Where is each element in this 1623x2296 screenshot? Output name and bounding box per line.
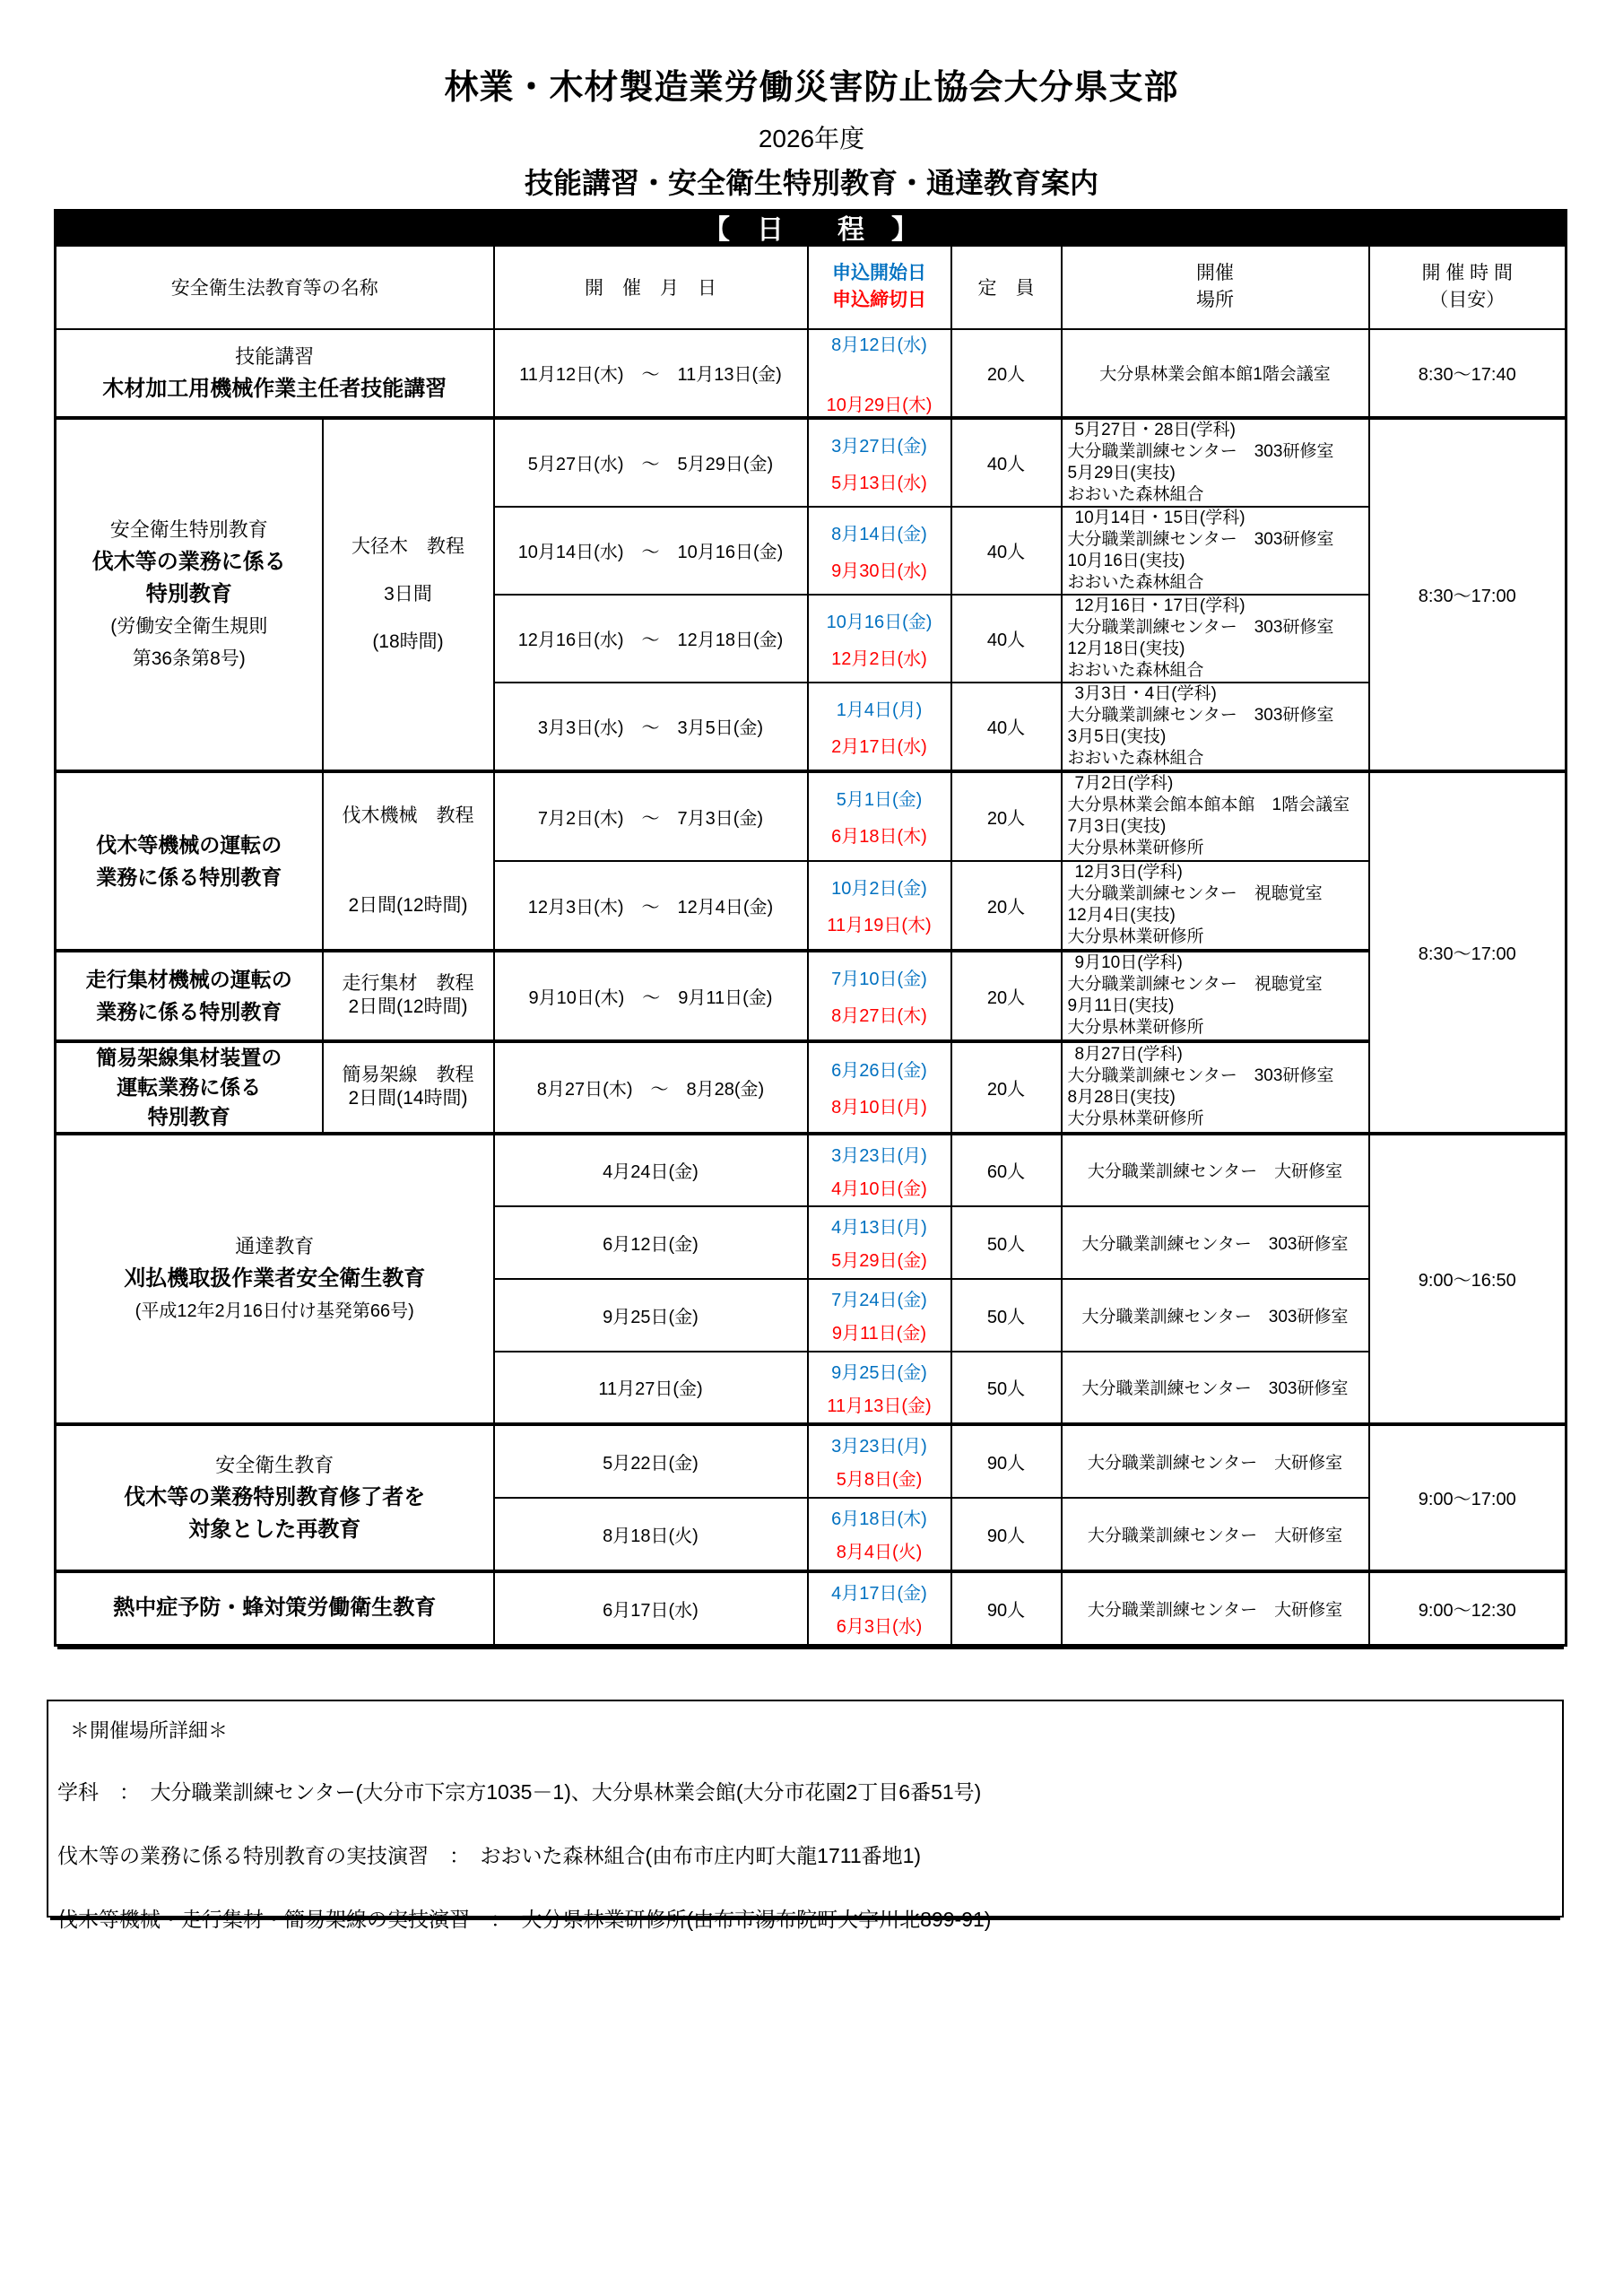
header-venue-line2: 場所 (1196, 290, 1234, 311)
g6-r3-apply-cell (808, 1279, 951, 1352)
venue-line: 7月3日(実技) (1067, 817, 1167, 836)
venue-line: 8月27日(学科) (1074, 1045, 1183, 1064)
fiscal-year: 2026年度 (758, 125, 865, 152)
g8-date-cell: 6月17日(水) (494, 1571, 808, 1646)
venue-line: 10月16日(実技) (1067, 551, 1185, 570)
row-g5 (56, 1041, 1567, 1134)
g7-r1-venue-cell: 大分職業訓練センター 大研修室 (1062, 1424, 1369, 1498)
venue-line: 12月16日・17日(学科) (1074, 596, 1245, 615)
g7-r2-venue-cell: 大分職業訓練センター 大研修室 (1062, 1498, 1369, 1571)
venue-line: おおいた森林組合 (1067, 660, 1204, 680)
g2-r2-apply-cell (808, 507, 951, 595)
page-title: 林業・木材製造業労働災害防止協会大分県支部 (444, 69, 1179, 107)
g1-apply-start: 8月12日(水) (831, 335, 927, 355)
g2-r2-date-cell: 10月14日(水) ～ 10月16日(金) (494, 507, 808, 595)
g1-capacity-cell: 20人 (951, 329, 1062, 418)
g8-capacity-cell: 90人 (951, 1571, 1062, 1646)
g7-r1-capacity-cell: 90人 (951, 1424, 1062, 1498)
venue-line: 12月3日(学科) (1074, 863, 1183, 882)
row-g4 (56, 951, 1567, 1041)
venue-line: 3月5日(実技) (1067, 726, 1167, 746)
g4-course-line1: 走行集材 教程 (342, 973, 474, 994)
g2-r4-apply-start: 1月4日(月) (836, 700, 923, 720)
g6-r2-capacity-cell: 50人 (951, 1206, 1062, 1279)
g3-course-line2: 2日間(12時間) (348, 894, 468, 916)
g7-r1-apply-start: 3月23日(月) (831, 1437, 927, 1457)
g7-r2-date-cell: 8月18日(火) (494, 1498, 808, 1571)
g6-r1-capacity-cell: 60人 (951, 1134, 1062, 1206)
venue-line: 8月28日(実技) (1067, 1088, 1176, 1107)
g5-capacity-cell: 20人 (951, 1041, 1062, 1134)
g4-name-cell (56, 951, 323, 1041)
venue-line: 大分職業訓練センター 視聴覚室 (1067, 975, 1323, 994)
g6-r1-apply-start: 3月23日(月) (831, 1145, 927, 1166)
venue-line: 大分県林業会館本館本館 1階会議室 (1067, 796, 1350, 814)
g3-course-line1: 伐木機械 教程 (342, 804, 474, 826)
g4-course-cell (323, 951, 494, 1041)
g2-r4-date-cell: 3月3日(水) ～ 3月5日(金) (494, 683, 808, 771)
g7-r1-date-cell: 5月22日(金) (494, 1424, 808, 1498)
venue-line: 大分県林業研修所 (1067, 927, 1204, 946)
g2-r3-date-cell: 12月16日(水) ～ 12月18日(金) (494, 595, 808, 683)
g2-r4-capacity-cell: 40人 (951, 683, 1062, 771)
g7-name-line1: 安全衛生教育 (215, 1453, 334, 1476)
venue-line: 9月10日(学科) (1074, 953, 1183, 972)
g2-r1-venue-cell (1062, 418, 1369, 507)
g3-r2-date-cell: 12月3日(木) ～ 12月4日(金) (494, 861, 808, 951)
venue-line: おおいた森林組合 (1067, 572, 1204, 592)
g2-r4-apply-cell (808, 683, 951, 771)
table-header-row (56, 246, 1567, 329)
g3-name-line2: 業務に係る特別教育 (96, 865, 282, 889)
g7-r2-apply-deadline: 8月4日(火) (836, 1543, 923, 1562)
venue-details-line-batsuboku: 伐木等の業務に係る特別教育の実技演習 ： おおいた森林組合(由布市庄内町大龍1711番地1) (57, 1844, 922, 1867)
g7-name-line3: 対象とした再教育 (188, 1517, 361, 1542)
venue-line: 3月3日・4日(学科) (1074, 683, 1217, 703)
g3-r2-capacity-cell: 20人 (951, 861, 1062, 951)
g7-time-cell: 9:00～17:00 (1369, 1424, 1567, 1571)
g3-g5-time-cell: 8:30～17:00 (1369, 771, 1567, 1134)
g3-r1-date-cell: 7月2日(木) ～ 7月3日(金) (494, 771, 808, 861)
g2-r1-capacity-cell: 40人 (951, 418, 1062, 507)
g5-venue-cell (1062, 1041, 1369, 1134)
g1-apply-cell (808, 329, 951, 418)
g1-apply-deadline: 10月29日(木) (826, 395, 933, 415)
g3-r2-apply-start: 10月2日(金) (831, 879, 927, 899)
g8-name-line1: 熱中症予防・蜂対策労働衛生教育 (113, 1596, 437, 1621)
g6-time-cell: 9:00～16:50 (1369, 1134, 1567, 1424)
g6-r4-venue-cell: 大分職業訓練センター 303研修室 (1062, 1352, 1369, 1424)
g2-r3-apply-start: 10月16日(金) (826, 612, 933, 632)
g2-r1-apply-cell (808, 418, 951, 507)
row-g8 (56, 1571, 1567, 1646)
g2-r1-apply-start: 3月27日(金) (831, 436, 927, 457)
g4-capacity-cell: 20人 (951, 951, 1062, 1041)
g2-r2-apply-start: 8月14日(金) (831, 524, 927, 544)
g5-apply-start: 6月26日(金) (831, 1061, 927, 1081)
venue-line: 12月4日(実技) (1067, 906, 1176, 925)
venue-line: 大分職業訓練センター 303研修室 (1067, 705, 1334, 725)
header-venue-line1: 開催 (1196, 263, 1234, 284)
g4-name-line1: 走行集材機械の運転の (85, 968, 292, 991)
g2-r1-apply-deadline: 5月13日(水) (831, 473, 927, 493)
g2-name-line2: 伐木等の業務に係る (91, 549, 286, 574)
g6-name-cell (56, 1134, 494, 1424)
g2-course-line1: 大径木 教程 (352, 535, 464, 557)
header-time-line2: （目安） (1429, 290, 1506, 311)
g3-r1-capacity-cell: 20人 (951, 771, 1062, 861)
g8-apply-deadline: 6月3日(水) (836, 1617, 923, 1638)
g4-apply-deadline: 8月27日(木) (831, 1006, 927, 1026)
g4-venue-cell (1062, 951, 1369, 1041)
g2-r2-capacity-cell: 40人 (951, 507, 1062, 595)
g2-r2-venue-cell (1062, 507, 1369, 595)
g1-venue-cell: 大分県林業会館本館1階会議室 (1062, 329, 1369, 418)
g2-r3-venue-cell (1062, 595, 1369, 683)
g3-r1-venue-cell (1062, 771, 1369, 861)
g2-name-line3: 特別教育 (145, 581, 232, 606)
g7-r2-apply-cell (808, 1498, 951, 1571)
venue-line: 大分職業訓練センター 視聴覚室 (1067, 884, 1323, 903)
row-g2-r1 (56, 418, 1567, 507)
venue-details-line-gakka: 学科 ： 大分職業訓練センター(大分市下宗方1035－1)、大分県林業会館(大分市花園2丁目6番51号) (57, 1780, 982, 1804)
venue-line: 5月29日(実技) (1067, 463, 1176, 483)
venue-line: 大分県林業研修所 (1067, 839, 1204, 857)
venue-line: 5月27日・28日(学科) (1074, 420, 1236, 439)
g2-course-cell (323, 418, 494, 771)
g6-r2-venue-cell: 大分職業訓練センター 303研修室 (1062, 1206, 1369, 1279)
g5-date-cell: 8月27日(木) ～ 8月28(金) (494, 1041, 808, 1134)
venue-details-title: ＊開催場所詳細＊ (70, 1719, 229, 1742)
venue-line: 大分職業訓練センター 303研修室 (1067, 529, 1334, 549)
g7-name-cell (56, 1424, 494, 1571)
g4-apply-start: 7月10日(金) (831, 970, 927, 989)
header-capacity: 定 員 (951, 246, 1062, 329)
g7-r1-apply-deadline: 5月8日(金) (836, 1470, 923, 1490)
g2-r3-capacity-cell: 40人 (951, 595, 1062, 683)
g2-r2-apply-deadline: 9月30日(水) (831, 561, 927, 581)
g2-name-line4: (労働安全衛生規則 (110, 615, 268, 637)
venue-line: 7月2日(学科) (1074, 774, 1174, 793)
g8-time-cell: 9:00～12:30 (1369, 1571, 1567, 1646)
g4-apply-cell (808, 951, 951, 1041)
g5-name-cell (56, 1041, 323, 1134)
g6-r3-apply-deadline: 9月11日(金) (831, 1324, 927, 1344)
header-time-line1: 開 催 時 間 (1421, 263, 1513, 284)
g2-r4-apply-deadline: 2月17日(水) (831, 736, 927, 757)
venue-line: おおいた森林組合 (1067, 484, 1204, 504)
g2-course-line2: 3日間 (384, 583, 432, 604)
g4-date-cell: 9月10日(木) ～ 9月11日(金) (494, 951, 808, 1041)
venue-line: 大分職業訓練センター 303研修室 (1067, 441, 1334, 461)
g3-r1-apply-start: 5月1日(金) (836, 790, 923, 810)
header-name: 安全衛生法教育等の名称 (56, 246, 494, 329)
venue-details-box (47, 1700, 1564, 1931)
g6-name-line3: (平成12年2月16日付け基発第66号) (135, 1300, 414, 1321)
g8-apply-cell (808, 1571, 951, 1646)
header-venue (1062, 246, 1369, 329)
venue-line: 12月18日(実技) (1067, 639, 1185, 658)
g3-name-cell (56, 771, 323, 951)
g6-r4-apply-start: 9月25日(金) (831, 1362, 927, 1383)
g4-name-line2: 業務に係る特別教育 (96, 1000, 282, 1023)
g7-r2-capacity-cell: 90人 (951, 1498, 1062, 1571)
g5-course-line1: 簡易架線 教程 (342, 1065, 474, 1085)
g6-r3-capacity-cell: 50人 (951, 1279, 1062, 1352)
g4-course-line2: 2日間(12時間) (348, 996, 468, 1017)
venue-line: 9月11日(実技) (1067, 996, 1175, 1015)
schedule-banner: 【 日 程 】 (54, 209, 1567, 244)
g5-name-line3: 特別教育 (147, 1104, 230, 1128)
row-g7-r1 (56, 1424, 1567, 1498)
g3-r1-apply-deadline: 6月18日(木) (831, 827, 927, 847)
g2-name-cell (56, 418, 323, 771)
g6-r1-apply-deadline: 4月10日(金) (831, 1178, 927, 1199)
header-time (1369, 246, 1567, 329)
g2-course-line3: (18時間) (372, 631, 444, 652)
g3-r2-apply-deadline: 11月19日(木) (827, 916, 932, 935)
g2-name-line5: 第36条第8号) (132, 648, 246, 669)
venue-line: おおいた森林組合 (1067, 748, 1204, 768)
g6-r4-apply-cell (808, 1352, 951, 1424)
header-date: 開 催 月 日 (494, 246, 808, 329)
g1-name-cell (56, 329, 494, 418)
g3-r1-apply-cell (808, 771, 951, 861)
g8-venue-cell: 大分職業訓練センター 大研修室 (1062, 1571, 1369, 1646)
g6-r2-apply-cell (808, 1206, 951, 1279)
g2-r3-apply-cell (808, 595, 951, 683)
g6-name-line1: 通達教育 (235, 1234, 315, 1257)
header-apply (808, 246, 951, 329)
venue-line: 10月14日・15日(学科) (1074, 508, 1245, 527)
venue-line: 大分県林業研修所 (1067, 1109, 1204, 1128)
title-block (0, 59, 1623, 202)
g5-course-cell (323, 1041, 494, 1134)
row-g1 (56, 329, 1567, 418)
g5-apply-cell (808, 1041, 951, 1134)
g5-course-line2: 2日間(14時間) (348, 1088, 468, 1109)
row-g6-r1 (56, 1134, 1567, 1206)
g8-name-cell (56, 1571, 494, 1646)
header-apply-deadline: 申込締切日 (832, 290, 926, 311)
g5-name-line2: 運転業務に係る (117, 1074, 262, 1099)
g7-r1-apply-cell (808, 1424, 951, 1498)
g2-r1-date-cell: 5月27日(水) ～ 5月29日(金) (494, 418, 808, 507)
g2-r3-apply-deadline: 12月2日(水) (831, 648, 927, 669)
g3-name-line1: 伐木等機械の運転の (96, 832, 282, 857)
page-subtitle: 技能講習・安全衛生特別教育・通達教育案内 (524, 167, 1098, 199)
g7-r2-apply-start: 6月18日(木) (831, 1509, 927, 1529)
g5-apply-deadline: 8月10日(月) (831, 1098, 927, 1118)
g6-r4-date-cell: 11月27日(金) (494, 1352, 808, 1424)
g6-r2-date-cell: 6月12日(金) (494, 1206, 808, 1279)
venue-line: 大分県林業研修所 (1067, 1018, 1204, 1037)
g1-time-cell: 8:30～17:40 (1369, 329, 1567, 418)
g3-r2-venue-cell (1062, 861, 1369, 951)
g6-r1-apply-cell (808, 1134, 951, 1206)
g6-r4-capacity-cell: 50人 (951, 1352, 1062, 1424)
g3-course-cell (323, 771, 494, 951)
g6-r2-apply-start: 4月13日(月) (831, 1218, 927, 1238)
g2-r4-venue-cell (1062, 683, 1369, 771)
venue-details-line-kikai: 伐木等機械・走行集材・簡易架線の実技演習 ： 大分県林業研修所(由布市湯布院町大字川北899-91) (57, 1908, 992, 1931)
g6-r2-apply-deadline: 5月29日(金) (831, 1251, 927, 1271)
header-apply-start: 申込開始日 (832, 263, 926, 284)
g2-time-cell: 8:30～17:00 (1369, 418, 1567, 771)
g6-r3-apply-start: 7月24日(金) (831, 1291, 927, 1310)
venue-line: 大分職業訓練センター 303研修室 (1067, 1066, 1334, 1085)
g8-apply-start: 4月17日(金) (831, 1584, 927, 1605)
g6-r3-venue-cell: 大分職業訓練センター 303研修室 (1062, 1279, 1369, 1352)
venue-line: 大分職業訓練センター 303研修室 (1067, 617, 1334, 637)
g6-name-line2: 刈払機取扱作業者安全衛生教育 (124, 1265, 426, 1291)
g7-name-line2: 伐木等の業務特別教育修了者を (124, 1484, 426, 1509)
g6-r1-date-cell: 4月24日(金) (494, 1134, 808, 1206)
g3-r2-apply-cell (808, 861, 951, 951)
row-g3-r1 (56, 771, 1567, 861)
g1-name-line2: 木材加工用機械作業主任者技能講習 (102, 376, 447, 401)
g6-r4-apply-deadline: 11月13日(金) (827, 1396, 932, 1416)
g1-date-cell: 11月12日(木) ～ 11月13日(金) (494, 329, 808, 418)
g5-name-line1: 簡易架線集材装置の (96, 1045, 282, 1069)
schedule-table (54, 244, 1567, 1647)
g6-r3-date-cell: 9月25日(金) (494, 1279, 808, 1352)
g1-name-line1: 技能講習 (235, 344, 315, 368)
g6-r1-venue-cell: 大分職業訓練センター 大研修室 (1062, 1134, 1369, 1206)
g2-name-line1: 安全衛生特別教育 (109, 517, 268, 541)
